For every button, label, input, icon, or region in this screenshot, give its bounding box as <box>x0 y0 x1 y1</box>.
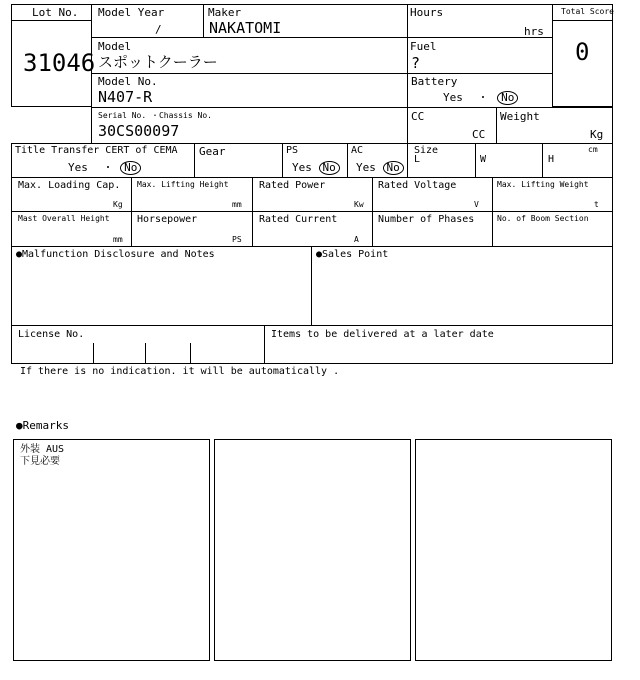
remarks-line-2: 下見必要 <box>20 456 60 467</box>
rated-power-label: Rated Power <box>259 180 326 191</box>
ac-no-circled: No <box>383 161 404 175</box>
model-no-label: Model No. <box>98 75 158 88</box>
total-score-value: 0 <box>575 38 590 66</box>
title-transfer-label: Title Transfer CERT of CEMA <box>15 145 178 156</box>
title-transfer-dot: ・ <box>102 161 114 174</box>
max-loading-unit: Kg <box>113 200 123 209</box>
cc-unit: CC <box>472 128 486 141</box>
maker-value: NAKATOMI <box>209 19 282 37</box>
max-lifting-height-unit: mm <box>232 200 242 209</box>
rated-current-unit: A <box>354 235 359 244</box>
cc-label: CC <box>411 110 425 123</box>
ps-yes: Yes <box>292 161 312 174</box>
ps-label: PS <box>286 145 299 156</box>
rated-voltage-unit: V <box>474 200 479 209</box>
license-label: License No. <box>18 329 85 340</box>
size-h: H <box>548 154 555 165</box>
weight-unit: Kg <box>590 128 604 141</box>
lot-label: Lot No. <box>32 6 79 19</box>
total-score-label: Total Score <box>561 7 614 16</box>
model-label: Model <box>98 40 132 53</box>
boom-label: No. of Boom Section <box>497 214 589 223</box>
horsepower-unit: PS <box>232 235 242 244</box>
malfunction-label: ●Malfunction Disclosure and Notes <box>16 249 215 260</box>
model-year-value: / <box>155 23 162 36</box>
model-year-label: Model Year <box>98 6 165 19</box>
remarks-box-1 <box>13 439 210 661</box>
hours-unit: hrs <box>524 25 544 38</box>
fuel-value: ? <box>411 54 421 72</box>
mast-height-label: Mast Overall Height <box>18 214 110 223</box>
max-lifting-height-label: Max. Lifting Height <box>137 180 229 189</box>
max-loading-label: Max. Loading Cap. <box>18 180 121 191</box>
max-lifting-weight-unit: t <box>594 200 599 209</box>
title-transfer-yes: Yes <box>68 161 88 174</box>
battery-no-circled: No <box>497 91 518 105</box>
title-transfer-options <box>68 161 141 175</box>
rated-current-label: Rated Current <box>259 214 338 225</box>
mast-height-unit: mm <box>113 235 123 244</box>
battery-dot: ・ <box>477 91 489 104</box>
serial-value: 30CS00097 <box>98 122 180 140</box>
lot-number: 31046 <box>23 49 96 77</box>
size-l: L <box>414 154 421 165</box>
battery-label: Battery <box>411 75 458 88</box>
serial-label: Serial No. ・Chassis No. <box>98 111 212 120</box>
size-w: W <box>480 154 487 165</box>
sales-point-label: ●Sales Point <box>316 249 389 260</box>
battery-yes: Yes <box>443 91 463 104</box>
hours-label: Hours <box>410 6 444 19</box>
remarks-line-1: 外装 AUS <box>20 444 65 455</box>
rated-voltage-label: Rated Voltage <box>378 180 457 191</box>
max-lifting-weight-label: Max. Lifting Weight <box>497 180 589 189</box>
weight-label: Weight <box>500 110 540 123</box>
ac-yes: Yes <box>356 161 376 174</box>
remarks-box-2 <box>214 439 411 661</box>
ps-options <box>292 161 340 175</box>
ps-no-circled: No <box>319 161 340 175</box>
size-label: Size <box>414 145 439 156</box>
ac-options <box>356 161 404 175</box>
later-items-label: Items to be delivered at a later date <box>271 329 494 340</box>
size-unit: cm <box>588 145 598 154</box>
title-transfer-no-circled: No <box>120 161 141 175</box>
phases-label: Number of Phases <box>378 214 475 225</box>
footnote: If there is no indication. it will be automatically . <box>20 366 340 377</box>
ac-label: AC <box>351 145 364 156</box>
model-no-value: N407-R <box>98 88 153 106</box>
model-value: スポットクーラー <box>98 53 218 71</box>
remarks-label: ●Remarks <box>16 419 69 432</box>
maker-label: Maker <box>208 6 242 19</box>
remarks-box-3 <box>415 439 612 661</box>
fuel-label: Fuel <box>410 40 437 53</box>
horsepower-label: Horsepower <box>137 214 198 225</box>
gear-label: Gear <box>199 145 226 158</box>
battery-options <box>443 91 518 105</box>
rated-power-unit: Kw <box>354 200 364 209</box>
